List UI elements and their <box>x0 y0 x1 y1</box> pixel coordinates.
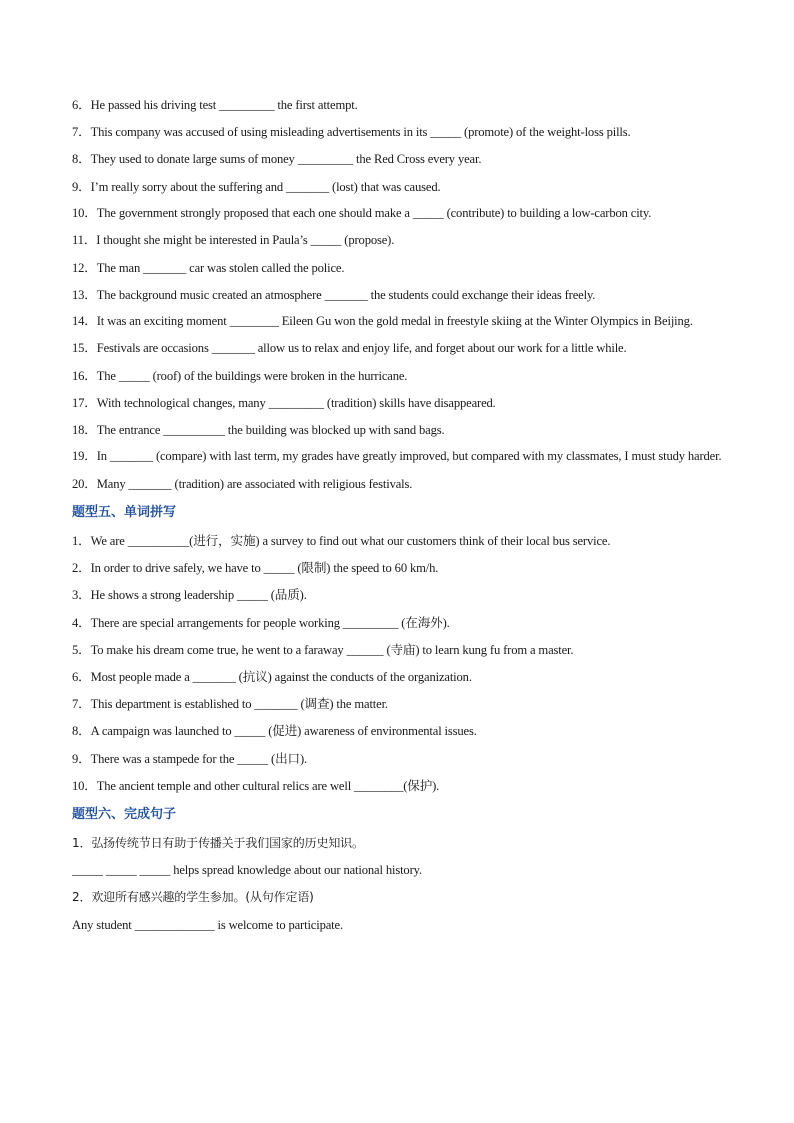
exercise-line: 6．He passed his driving test _________ the first attempt. <box>72 98 358 112</box>
exercise-line: 11．I thought she might be interested in Paula’s _____ (propose). <box>72 233 395 248</box>
exercise-line: 5．To make his dream come true, he went to a faraway ______ (寺庙) to learn kung fu from a master. <box>72 642 574 657</box>
exercise-line: 16．The _____ (roof) of the buildings were broken in the hurricane. <box>72 368 408 383</box>
exercise-line: 19．In _______ (compare) with last term, my grades have greatly improved, but compared with my classmates, I must study harder. <box>72 449 722 464</box>
exercise-line: 2．欢迎所有感兴趣的学生参加。(从句作定语) <box>72 890 314 905</box>
exercise-line: Any student _____________ is welcome to participate. <box>72 917 343 932</box>
exercise-line: 10．The ancient temple and other cultural relics are well ________(保护). <box>72 778 440 793</box>
exercise-line: 15．Festivals are occasions _______ allow us to relax and enjoy life, and forget about our work for a little while. <box>72 341 627 356</box>
exercise-line: 12．The man _______ car was stolen called the police. <box>72 260 345 275</box>
exercise-line: 18．The entrance __________ the building was blocked up with sand bags. <box>72 423 445 438</box>
exercise-line: 9．I’m really sorry about the suffering and _______ (lost) that was caused. <box>72 179 441 194</box>
exercise-line: 1．We are __________(进行，实施) a survey to find out what our customers think of their local bus service. <box>72 533 611 548</box>
exercise-line: 14．It was an exciting moment ________ Eileen Gu won the gold medal in freestyle skiing at the Winter Olympics in Beijing. <box>72 313 693 328</box>
exercise-line: 8．They used to donate large sums of money _________ the Red Cross every year. <box>72 152 482 167</box>
section-heading: 题型五、单词拼写 <box>72 504 177 520</box>
exercise-line: 4．There are special arrangements for people working _________ (在海外). <box>72 615 450 630</box>
exercise-line: 9．There was a stampede for the _____ (出口). <box>72 751 308 766</box>
exercise-line: 7．This department is established to _______ (调查) the matter. <box>72 697 388 712</box>
exercise-line: 1．弘扬传统节日有助于传播关于我们国家的历史知识。 <box>72 835 364 850</box>
exercise-line: 8．A campaign was launched to _____ (促进) awareness of environmental issues. <box>72 724 477 739</box>
exercise-line: 6．Most people made a _______ (抗议) against the conducts of the organization. <box>72 669 472 684</box>
exercise-line: 10．The government strongly proposed that each one should make a _____ (contribute) to building a low-carbon city. <box>72 205 652 220</box>
exercise-line: _____ _____ _____ helps spread knowledge about our national history. <box>72 863 422 878</box>
exercise-line: 7．This company was accused of using misleading advertisements in its _____ (promote) of the weight-loss pills. <box>72 125 631 140</box>
exercise-line: 17．With technological changes, many _________ (tradition) skills have disappeared. <box>72 395 496 410</box>
exercise-line: 2．In order to drive safely, we have to _____ (限制) the speed to 60 km/h. <box>72 561 439 576</box>
exercise-line: 20．Many _______ (tradition) are associated with religious festivals. <box>72 476 413 491</box>
document-page <box>72 92 727 939</box>
exercise-line: 3．He shows a strong leadership _____ (品质). <box>72 588 307 603</box>
section-heading: 题型六、完成句子 <box>72 806 177 822</box>
exercise-line: 13．The background music created an atmosphere _______ the students could exchange their ideas freely. <box>72 287 596 302</box>
